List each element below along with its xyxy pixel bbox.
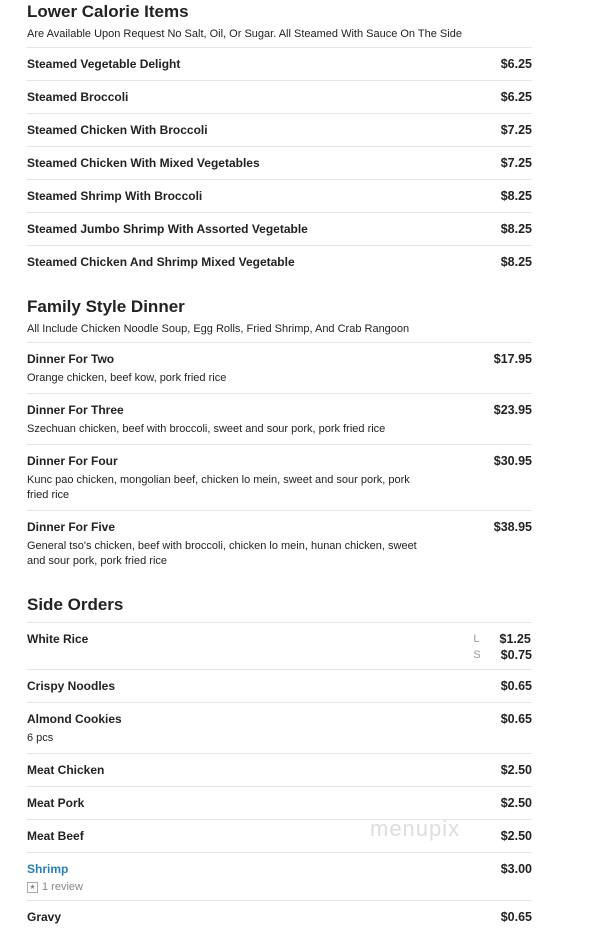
menu-item xyxy=(27,179,532,212)
menu-item xyxy=(27,245,532,278)
review-count: 1 review xyxy=(42,881,83,893)
item-name: White Rice xyxy=(27,632,89,646)
section-lower-calorie xyxy=(27,1,532,278)
item-name: Steamed Chicken With Mixed Vegetables xyxy=(27,156,260,170)
item-name: Dinner For Four xyxy=(27,454,118,468)
item-price: $6.25 xyxy=(500,90,532,104)
menu-item xyxy=(27,900,532,933)
menu-item xyxy=(27,622,532,669)
item-description: Szechuan chicken, beef with broccoli, sweet and sour pork, pork fried rice xyxy=(27,423,386,435)
item-price: $7.25 xyxy=(500,156,532,170)
item-price: $2.50 xyxy=(500,796,532,810)
size-label: S xyxy=(473,649,481,661)
item-name: Meat Pork xyxy=(27,796,85,810)
item-price: $2.50 xyxy=(500,763,532,777)
item-name: Steamed Chicken And Shrimp Mixed Vegetable xyxy=(27,255,295,269)
item-price: $0.75 xyxy=(500,648,532,662)
item-price: $0.65 xyxy=(500,679,532,693)
section-note: Are Available Upon Request No Salt, Oil, Or Sugar. All Steamed With Sauce On The Side xyxy=(27,28,462,40)
item-name: Crispy Noodles xyxy=(27,679,116,693)
item-name: Dinner For Two xyxy=(27,352,115,366)
menu xyxy=(27,0,532,933)
item-link-shrimp[interactable]: Shrimp xyxy=(27,862,69,876)
section-side-orders xyxy=(27,594,532,933)
item-price: $8.25 xyxy=(500,255,532,269)
item-name: Dinner For Five xyxy=(27,520,116,534)
menu-item xyxy=(27,669,532,702)
item-price: $8.25 xyxy=(500,189,532,203)
star-icon: ★ xyxy=(27,882,38,893)
item-name: Steamed Broccoli xyxy=(27,90,129,104)
item-description: General tso's chicken, beef with broccoli, chicken lo mein, hunan chicken, sweet and sour pork, pork fried rice xyxy=(27,540,417,567)
item-name: Gravy xyxy=(27,910,62,924)
item-name: Meat Chicken xyxy=(27,763,105,777)
item-price: $30.95 xyxy=(493,454,532,468)
item-price: $8.25 xyxy=(500,222,532,236)
menu-item xyxy=(27,393,532,444)
item-description: Kunc pao chicken, mongolian beef, chicken lo mein, sweet and sour pork, pork fried rice xyxy=(27,474,410,501)
item-price: $17.95 xyxy=(493,352,532,366)
menu-item xyxy=(27,852,532,900)
size-prices xyxy=(473,631,532,662)
item-price: $23.95 xyxy=(493,403,532,417)
item-price: $0.65 xyxy=(500,910,532,924)
menu-item xyxy=(27,47,532,80)
item-description: Orange chicken, beef kow, pork fried rice xyxy=(27,372,227,384)
item-name: Steamed Chicken With Broccoli xyxy=(27,123,208,137)
menu-item xyxy=(27,212,532,245)
item-description: 6 pcs xyxy=(27,732,54,744)
menu-item xyxy=(27,702,532,753)
menu-item xyxy=(27,113,532,146)
item-name: Steamed Jumbo Shrimp With Assorted Vegetable xyxy=(27,222,308,236)
review-link[interactable] xyxy=(27,881,83,893)
menu-item xyxy=(27,510,532,576)
section-title: Lower Calorie Items xyxy=(27,2,189,21)
menu-item xyxy=(27,342,532,393)
item-price: $7.25 xyxy=(500,123,532,137)
item-price: $2.50 xyxy=(500,829,532,843)
menu-item xyxy=(27,80,532,113)
menu-item xyxy=(27,786,532,819)
item-price: $1.25 xyxy=(499,632,531,646)
section-title: Side Orders xyxy=(27,595,124,614)
item-name: Almond Cookies xyxy=(27,712,122,726)
section-note: All Include Chicken Noodle Soup, Egg Rolls, Fried Shrimp, And Crab Rangoon xyxy=(27,323,410,335)
item-name: Steamed Shrimp With Broccoli xyxy=(27,189,203,203)
item-name: Meat Beef xyxy=(27,829,84,843)
item-price: $38.95 xyxy=(493,520,532,534)
item-price: $3.00 xyxy=(500,862,532,876)
item-name: Dinner For Three xyxy=(27,403,124,417)
section-title: Family Style Dinner xyxy=(27,297,185,316)
item-price: $0.65 xyxy=(500,712,532,726)
section-family-dinner xyxy=(27,296,532,576)
menu-item xyxy=(27,146,532,179)
watermark-logo: menupix xyxy=(370,816,461,841)
item-price: $6.25 xyxy=(500,57,532,71)
item-name: Steamed Vegetable Delight xyxy=(27,57,181,71)
menu-item xyxy=(27,444,532,510)
menu-item xyxy=(27,753,532,786)
size-label: L xyxy=(473,633,480,645)
